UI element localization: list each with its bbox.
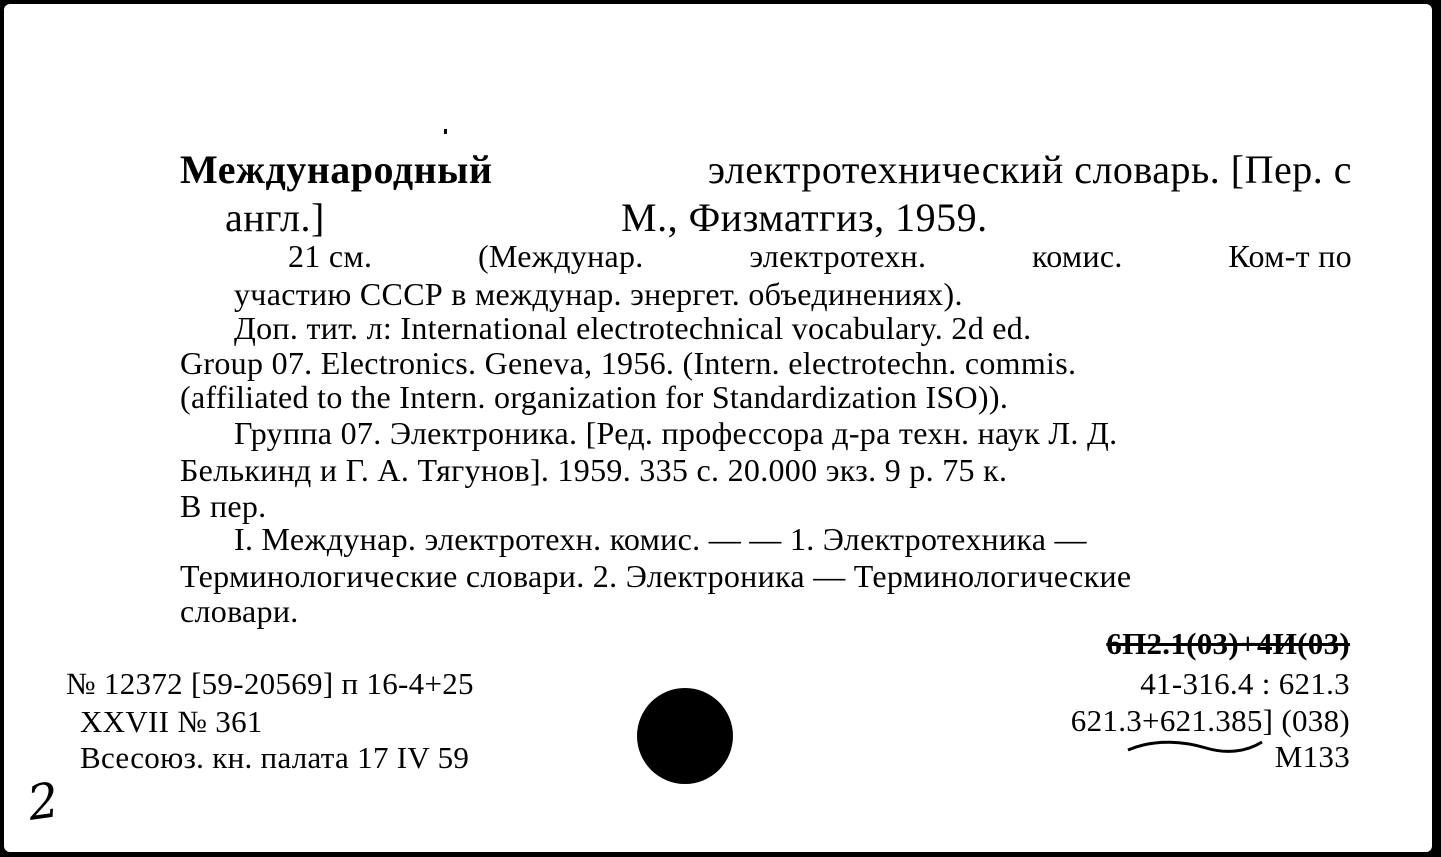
collation-series-2: электротехн.	[749, 238, 927, 274]
collation-series-4: Ком-т по	[1228, 238, 1352, 274]
ink-speck	[444, 129, 447, 134]
title-line-2-left: англ.]	[225, 195, 325, 240]
note-line-4: Группа 07. Электроника. [Ред. профессора д-ра техн. наук Л. Д.	[234, 415, 1118, 451]
collation-series-3: комис.	[1031, 238, 1123, 274]
udc-2: 621.3+621.385] (038)	[1070, 703, 1350, 738]
collation-size: 21 см.	[288, 238, 373, 274]
collation-line-1	[288, 240, 1352, 272]
title-line-1	[180, 147, 1352, 192]
note-line-5: Белькинд и Г. А. Тягунов]. 1959. 335 с. 20.000 экз. 9 р. 75 к.	[180, 452, 1008, 488]
title-line-1-rest: электротехнический словарь. [Пер. с	[707, 147, 1352, 192]
footer-chamber: Всесоюз. кн. палата 17 IV 59	[80, 740, 470, 775]
handwritten-squiggle	[1126, 732, 1266, 762]
subject-line-2: Терминологические словари. 2. Электроника — Терминологические	[180, 558, 1132, 594]
note-line-1: Доп. тит. л: International electrotechnical vocabulary. 2d ed.	[234, 310, 1032, 346]
struck-classification: 6П2.1(03)+4И(03)	[1106, 626, 1350, 661]
author-mark: М133	[1274, 739, 1350, 774]
handwritten-mark: 2	[24, 772, 63, 832]
title-main-word: Международный	[180, 147, 493, 192]
udc-1: 41-316.4 : 621.3	[1140, 666, 1350, 701]
punch-hole	[637, 688, 733, 784]
footer-volume: XXVII № 361	[80, 704, 263, 739]
footer-registry: № 12372 [59-20569] п 16-4+25	[66, 666, 474, 701]
catalog-card	[4, 4, 1432, 852]
card-edge	[1432, 0, 1441, 857]
collation-series-1: (Междунар.	[478, 238, 644, 274]
note-line-3: (affiliated to the Intern. organization for Standardization ISO)).	[180, 379, 1009, 415]
collation-line-2: участию СССР в междунар. энергет. объединениях).	[234, 276, 963, 312]
imprint: М., Физматгиз, 1959.	[621, 195, 988, 240]
note-line-2: Group 07. Electronics. Geneva, 1956. (Intern. electrotechn. commis.	[180, 345, 1077, 381]
note-line-6: В пер.	[180, 488, 267, 524]
subject-line-3: словари.	[180, 593, 299, 629]
subject-line-1: I. Междунар. электротехн. комис. — — 1. Электротехника —	[234, 521, 1087, 557]
